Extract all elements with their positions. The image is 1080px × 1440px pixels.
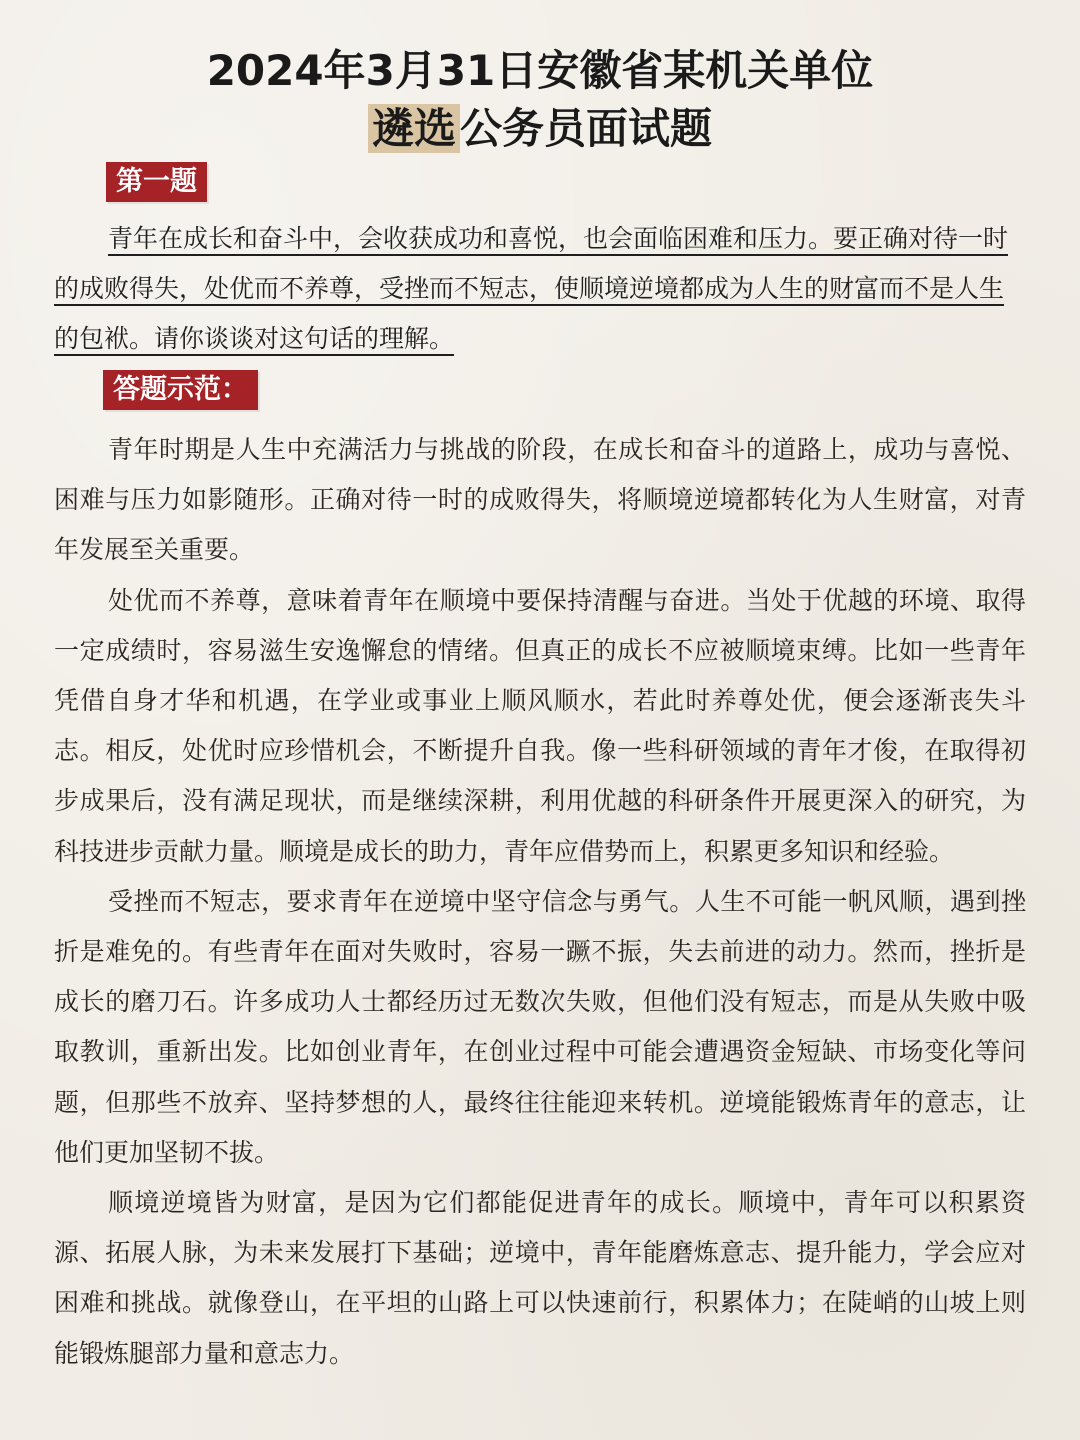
answer-paragraph: 青年时期是人生中充满活力与挑战的阶段，在成长和奋斗的道路上，成功与喜悦、困难与压力如影随形。正确对待一时的成败得失，将顺境逆境都转化为人生财富，对青年发展至关重要。 bbox=[54, 435, 1026, 565]
question-text-body: 青年在成长和奋斗中，会收获成功和喜悦，也会面临困难和压力。要正确对待一时的成败得失，处优而不养尊，受挫而不短志，使顺境逆境都成为人生的财富而不是人生的包袱。请你谈谈对这句话的理解。 bbox=[54, 224, 1009, 353]
answer-paragraph: 顺境逆境皆为财富，是因为它们都能促进青年的成长。顺境中，青年可以积累资源、拓展人脉，为未来发展打下基础；逆境中，青年能磨炼意志、提升能力，学会应对困难和挑战。就像登山，在平坦的山路上可以快速前行，积累体力；在陡峭的山坡上则能锻炼腿部力量和意志力。 bbox=[54, 1188, 1026, 1368]
answer-paragraph: 处优而不养尊，意味着青年在顺境中要保持清醒与奋进。当处于优越的环境、取得一定成绩时，容易滋生安逸懈怠的情绪。但真正的成长不应被顺境束缚。比如一些青年凭借自身才华和机遇，在学业或事业上顺风顺水，若此时养尊处优，便会逐渐丧失斗志。相反，处优时应珍惜机会，不断提升自我。像一些科研领域的青年才俊，在取得初步成果后，没有满足现状，而是继续深耕，利用优越的科研条件开展更深入的研究，为科技进步贡献力量。顺境是成长的助力，青年应借势而上，积累更多知识和经验。 bbox=[54, 585, 1026, 866]
page-title-line1: 2024年3月31日安徽省某机关单位 bbox=[206, 46, 874, 95]
title-line2-rest: 公务员面试题 bbox=[460, 104, 713, 153]
question-tag: 第一题 bbox=[106, 162, 207, 202]
title-highlight: 遴选 bbox=[368, 104, 460, 153]
question-text bbox=[54, 214, 1026, 364]
page-title-line2 bbox=[0, 96, 1080, 156]
answer-body bbox=[54, 425, 1026, 1379]
answer-paragraph: 受挫而不短志，要求青年在逆境中坚守信念与勇气。人生不可能一帆风顺，遇到挫折是难免的。有些青年在面对失败时，容易一蹶不振，失去前进的动力。然而，挫折是成长的磨刀石。许多成功人士都经历过无数次失败，但他们没有短志，而是从失败中吸取教训，重新出发。比如创业青年，在创业过程中可能会遭遇资金短缺、市场变化等问题，但那些不放弃、坚持梦想的人，最终往往能迎来转机。逆境能锻炼青年的意志，让他们更加坚韧不拔。 bbox=[54, 886, 1026, 1167]
answer-tag: 答题示范： bbox=[103, 370, 258, 410]
